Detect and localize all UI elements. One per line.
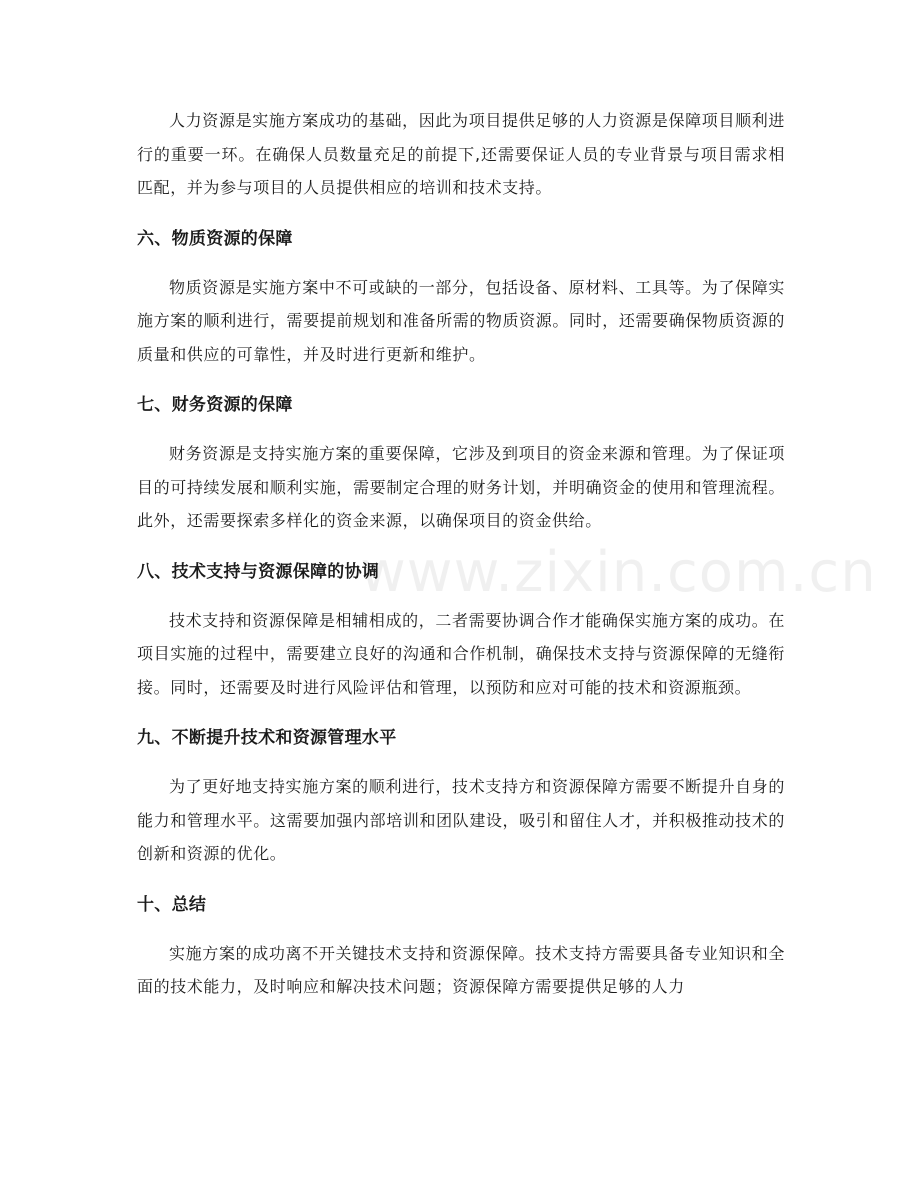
paragraph-coordination: 技术支持和资源保障是相辅相成的，二者需要协调合作才能确保实施方案的成功。在项目实施的过程中，需要建立良好的沟通和合作机制，确保技术支持与资源保障的无缝衔接。同时，还需要及时进行风险评估和管理，以预防和应对可能的技术和资源瓶颈。 xyxy=(137,610,785,697)
heading-improve-management: 九、不断提升技术和资源管理水平 xyxy=(137,728,397,748)
heading-material-resources: 六、物质资源的保障 xyxy=(137,228,293,249)
heading-coordination: 八、技术支持与资源保障的协调 xyxy=(137,561,380,582)
paragraph-improve-management: 为了更好地支持实施方案的顺利进行，技术支持方和资源保障方需要不断提升自身的能力和管理水平。这需要加强内部培训和团队建设，吸引和留住人才，并积极推动技术的创新和资源的优化。 xyxy=(137,777,785,863)
paragraph-summary: 实施方案的成功离不开关键技术支持和资源保障。技术支持方需要具备专业知识和全面的技术能力，及时响应和解决技术问题；资源保障方需要提供足够的人力 xyxy=(137,943,785,996)
paragraph-financial-resources: 财务资源是支持实施方案的重要保障，它涉及到项目的资金来源和管理。为了保证项目的可持续发展和顺利实施，需要制定合理的财务计划，并明确资金的使用和管理流程。此外，还需要探索多样化的资金来源，以确保项目的资金供给。 xyxy=(137,444,785,530)
watermark: www.zixin.com.cn xyxy=(360,540,877,605)
document-body xyxy=(137,104,785,1004)
paragraph-material-resources: 物质资源是实施方案中不可或缺的一部分，包括设备、原材料、工具等。为了保障实施方案的顺利进行，需要提前规划和准备所需的物质资源。同时，还需要确保物质资源的质量和供应的可靠性，并及时进行更新和维护。 xyxy=(137,277,785,364)
paragraph-human-resources: 人力资源是实施方案成功的基础，因此为项目提供足够的人力资源是保障项目顺利进行的重要一环。在确保人员数量充足的前提下,还需要保证人员的专业背景与项目需求相匹配，并为参与项目的人员提供相应的培训和技术支持。 xyxy=(137,111,785,197)
heading-summary: 十、总结 xyxy=(137,894,207,915)
heading-financial-resources: 七、财务资源的保障 xyxy=(137,395,293,415)
